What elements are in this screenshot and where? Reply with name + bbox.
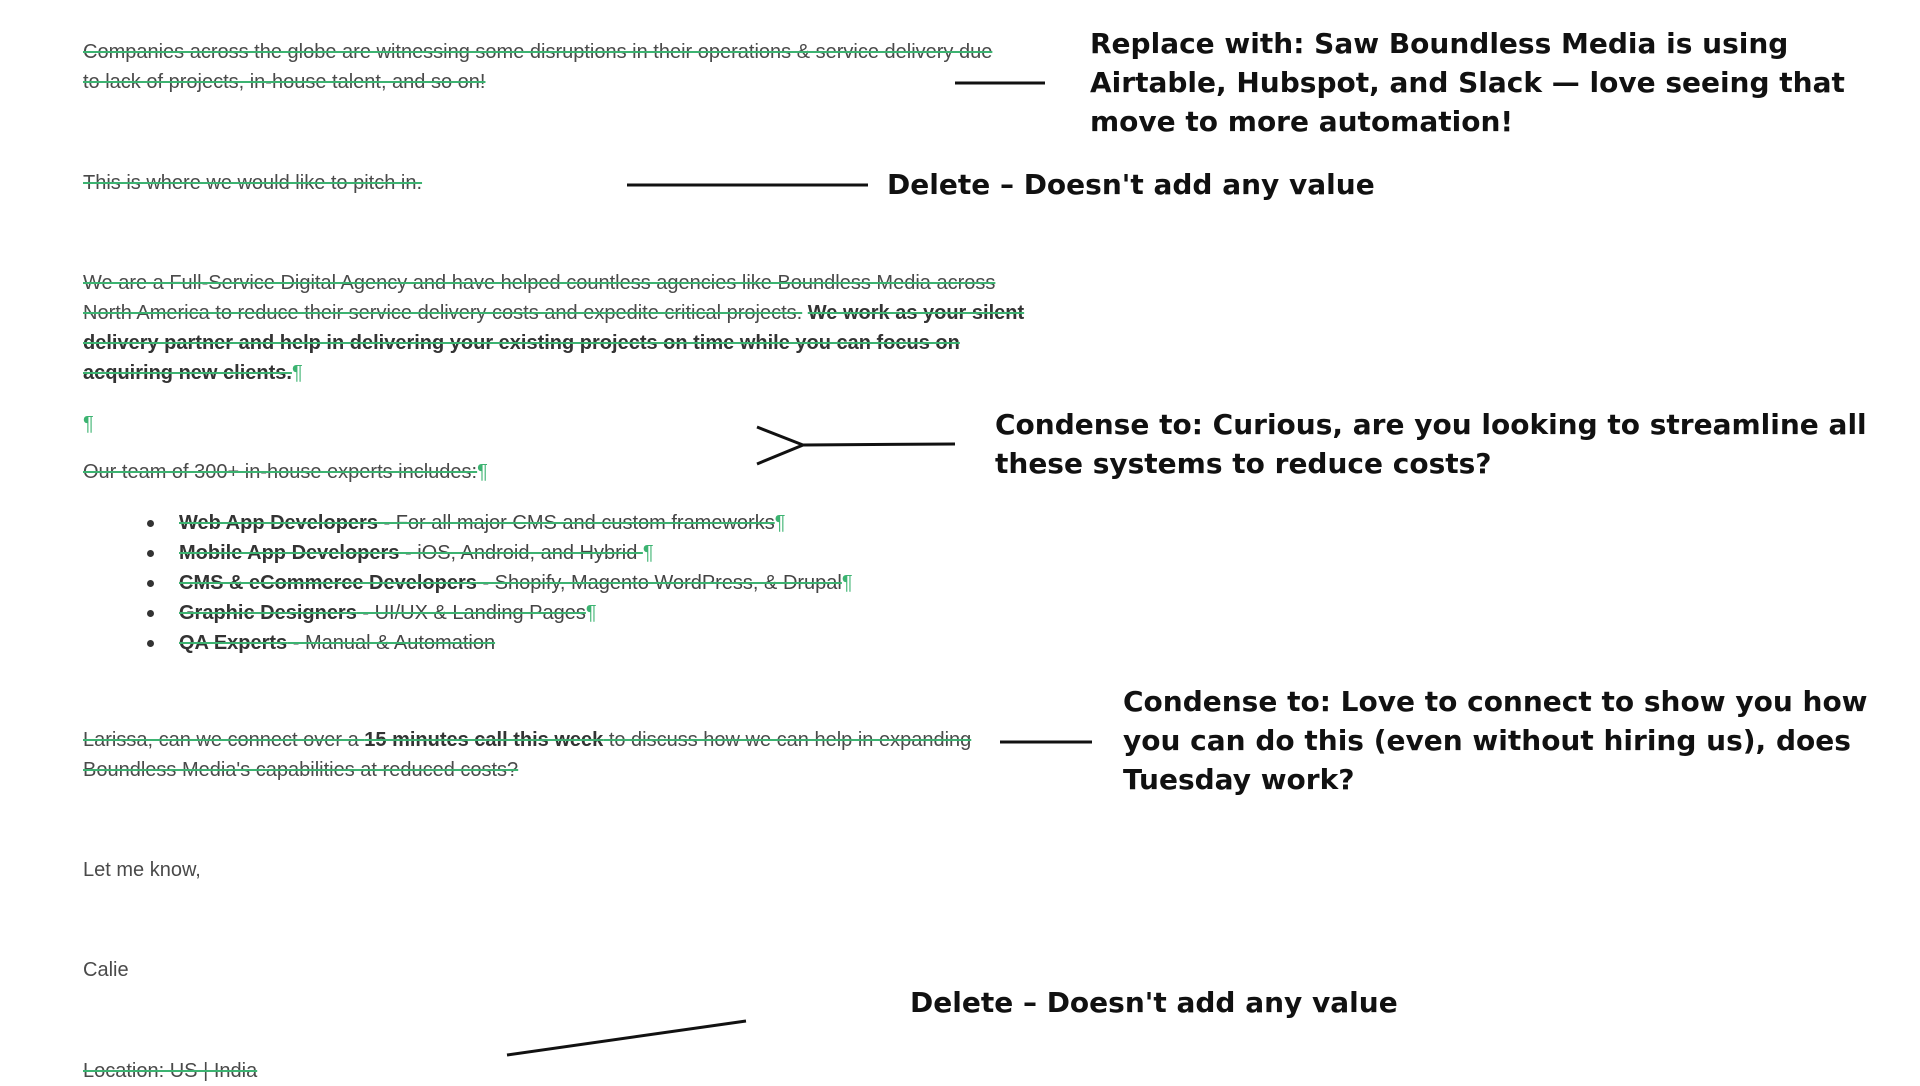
paragraph-disruptions-text: Companies across the globe are witnessing some disruptions in their operations & service delivery due to lack of projects, in-house talent, and so on! [83, 41, 993, 93]
bullet-desc: - UI/UX & Landing Pages [356, 602, 586, 624]
paragraph-agency-text: We are a Full-Service Digital Agency and have helped countless agencies like Boundless Media across North America to reduce their service delivery costs and expedite critical projects. [83, 272, 996, 324]
annotation-delete-1: Delete – Doesn't add any value [887, 168, 1375, 201]
connector-line-delete-2 [507, 1021, 746, 1055]
pilcrow-mark: ¶ [585, 602, 597, 624]
pilcrow-mark: ¶ [477, 461, 488, 483]
bullet-title: Web App Developers [179, 512, 378, 534]
bullet-title: Graphic Designers [179, 602, 357, 624]
cta-bold-text: 15 minutes call this week [364, 729, 604, 751]
bullet-desc: - Shopify, Magento WordPress, & Drupal [476, 572, 842, 594]
paragraph-agency-bold: We work as your silent delivery partner and help in delivering your existing projects on time while you can focus on acquiring new clients. [83, 302, 1025, 384]
bullet-desc: - Manual & Automation [287, 632, 496, 654]
annotation-delete-2: Delete – Doesn't add any value [910, 986, 1398, 1019]
bullet-desc: - iOS, Android, and Hybrid [399, 542, 643, 564]
pilcrow-mark: ¶ [291, 362, 303, 384]
connector-bracket-condense-1 [757, 427, 803, 464]
pilcrow-mark: ¶ [774, 512, 786, 534]
paragraph-pitch-text: This is where we would like to pitch in. [83, 172, 423, 194]
annotation-condense-1: Condense to: Curious, are you looking to streamline all these systems to reduce costs? [995, 408, 1867, 480]
pilcrow-mark: ¶ [642, 542, 654, 564]
bullet-title: QA Experts [179, 632, 288, 654]
pilcrow-mark: ¶ [841, 572, 853, 594]
bullet-desc: - For all major CMS and custom frameworks [377, 512, 775, 534]
connector-line-condense-1 [803, 444, 955, 445]
signature-name-text: Calie [83, 959, 129, 981]
bullet-title: Mobile App Developers [179, 542, 400, 564]
annotation-replace: Replace with: Saw Boundless Media is using Airtable, Hubspot, and Slack — love seeing that move to more automation! [1090, 27, 1845, 138]
cta-post-text: to discuss how we can help in expanding Boundless Media's capabilities at reduced costs? [83, 729, 972, 781]
team-intro-text: Our team of 300+ in-house experts includes: [83, 461, 478, 483]
pilcrow-mark: ¶ [83, 413, 94, 435]
signoff-text: Let me know, [83, 859, 201, 881]
location-text: Location: US | India [83, 1060, 258, 1082]
bullet-title: CMS & eCommerce Developers [179, 572, 477, 594]
annotation-condense-2: Condense to: Love to connect to show you how you can do this (even without hiring us), does Tuesday work? [1123, 685, 1868, 796]
cta-pre-text: Larissa, can we connect over a [83, 729, 365, 751]
